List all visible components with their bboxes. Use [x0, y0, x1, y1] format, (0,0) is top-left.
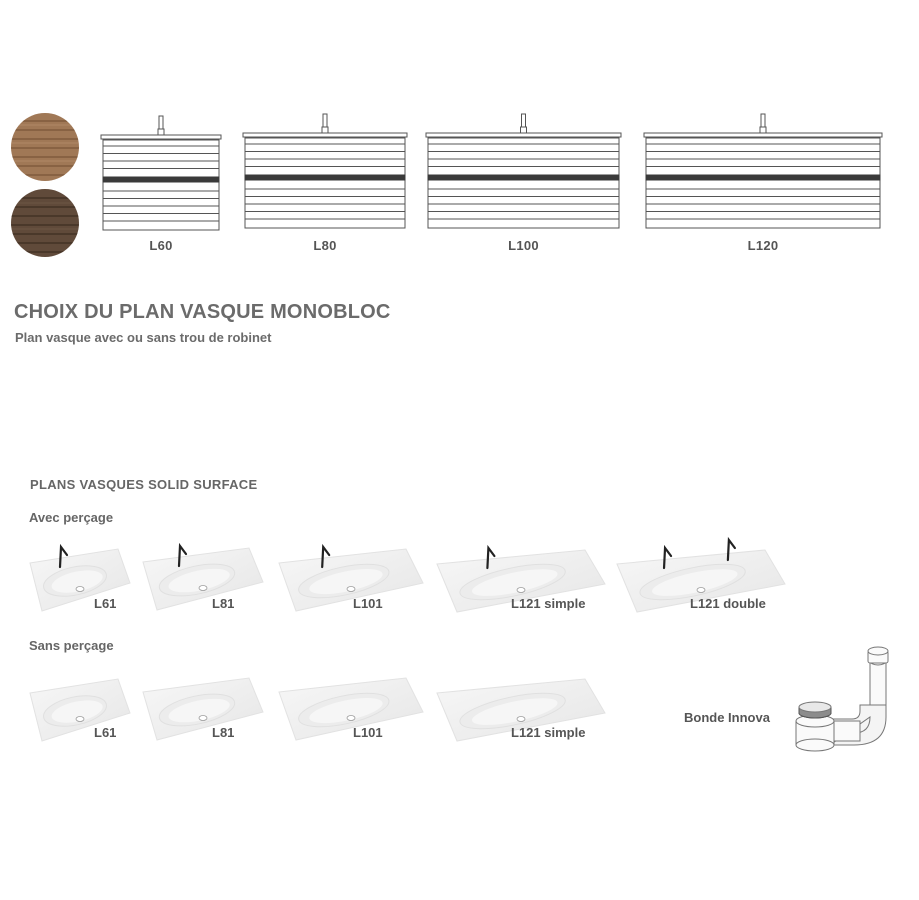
cabinet-label: L100 — [508, 238, 539, 253]
basin-label: L121 simple — [511, 596, 586, 611]
basin-label: L81 — [212, 725, 235, 740]
light-oak-swatch[interactable] — [11, 113, 79, 181]
basin-label: L121 simple — [511, 725, 586, 740]
basin-sans-l61[interactable] — [30, 665, 134, 741]
cabinet-label: L60 — [149, 238, 173, 253]
bonde-innova-drain-icon[interactable] — [790, 645, 900, 770]
cabinet-l80[interactable] — [243, 112, 407, 232]
cabinet-label: L80 — [313, 238, 337, 253]
cabinet-label: L120 — [747, 238, 779, 253]
basin-label: L61 — [94, 596, 117, 611]
cabinet-l60[interactable] — [101, 114, 221, 232]
cabinet-l120[interactable] — [644, 112, 882, 232]
basin-avec-l61[interactable] — [30, 535, 134, 611]
bonde-label: Bonde Innova — [684, 710, 770, 725]
page-title: CHOIX DU PLAN VASQUE MONOBLOC — [14, 301, 391, 323]
basin-label: L81 — [212, 596, 235, 611]
sans-percage-label: Sans perçage — [29, 638, 114, 653]
page-subtitle: Plan vasque avec ou sans trou de robinet — [15, 330, 272, 345]
basin-label: L101 — [353, 596, 383, 611]
dark-wood-swatch[interactable] — [11, 189, 79, 257]
basin-sans-l81[interactable] — [143, 660, 267, 740]
basin-avec-l81[interactable] — [143, 532, 267, 610]
section-heading: PLANS VASQUES SOLID SURFACE — [30, 477, 258, 492]
basin-label: L101 — [353, 725, 383, 740]
basin-label: L61 — [94, 725, 117, 740]
cabinet-l100[interactable] — [426, 112, 621, 232]
basin-label: L121 double — [690, 596, 766, 611]
avec-percage-label: Avec perçage — [29, 510, 114, 525]
